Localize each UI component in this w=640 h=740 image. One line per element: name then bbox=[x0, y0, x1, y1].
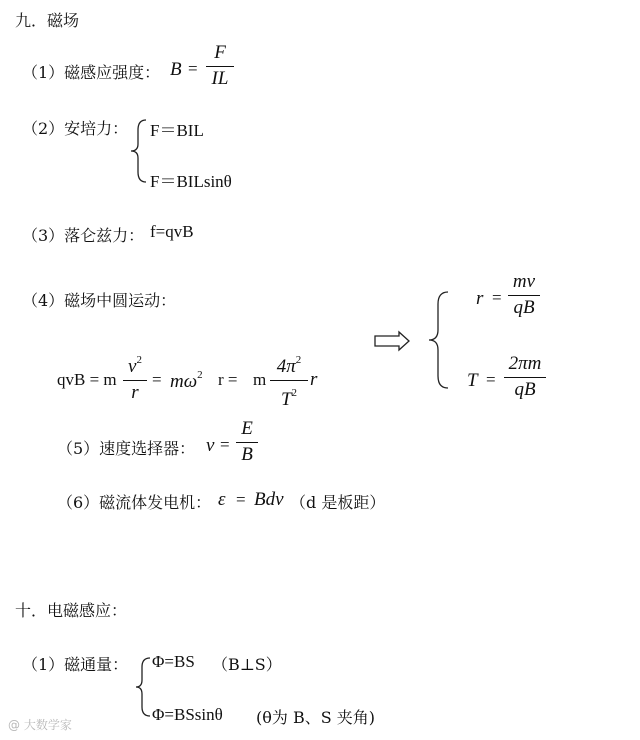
item-3-label: （3）落仑兹力： bbox=[22, 226, 145, 245]
r-denominator: r bbox=[131, 382, 139, 403]
e-numerator: E bbox=[241, 418, 253, 439]
fraction-bar bbox=[504, 377, 546, 378]
fraction-bar bbox=[123, 380, 147, 381]
plate-distance-note: （d 是板距） bbox=[290, 493, 386, 512]
r-equals: r = bbox=[218, 370, 238, 389]
equals-sign: = bbox=[492, 288, 502, 307]
radius-fraction bbox=[508, 272, 540, 318]
brace-icon bbox=[128, 118, 150, 184]
brace-icon bbox=[133, 656, 153, 718]
b-symbol: B bbox=[170, 59, 182, 80]
qb-denominator: qB bbox=[513, 297, 535, 318]
section-10-title: 十．电磁感应： bbox=[15, 601, 128, 620]
velocity-fraction bbox=[236, 419, 258, 465]
flux-note-1: （B⊥S） bbox=[212, 655, 282, 674]
t-squared: $T^2$ bbox=[280, 387, 298, 410]
b-fraction bbox=[206, 43, 234, 89]
item-6-label: （6）磁流体发电机： bbox=[57, 493, 212, 512]
lorentz-formula: f=qvB bbox=[150, 222, 194, 241]
four-pi-squared: $4\pi^2$ bbox=[276, 354, 302, 377]
equals-sign: = bbox=[220, 435, 230, 454]
emf-symbol: ε bbox=[218, 489, 226, 510]
flux-formula-2: Φ=BSsinθ bbox=[152, 705, 223, 724]
two-pi-m-numerator: 2πm bbox=[508, 353, 542, 374]
fraction-bar bbox=[206, 66, 234, 67]
section-9-title: 九．磁场 bbox=[15, 11, 80, 30]
item-2-label: （2）安培力： bbox=[22, 119, 129, 138]
item-4-label: （4）磁场中圆运动： bbox=[22, 291, 177, 310]
bdv-formula: Bdv bbox=[254, 489, 284, 510]
equals-sign: = bbox=[152, 370, 162, 389]
item-1-label: （1）磁感应强度： bbox=[22, 63, 161, 82]
qvb-lhs: qvB = m bbox=[57, 370, 117, 389]
v-squared: $v^2$ bbox=[128, 354, 142, 377]
r-factor: r bbox=[310, 369, 318, 390]
flux-label: （1）磁通量： bbox=[22, 655, 129, 674]
brace-icon bbox=[426, 290, 452, 390]
fraction-numerator: F bbox=[214, 42, 226, 63]
b-denominator: B bbox=[241, 444, 253, 465]
mv-numerator: mv bbox=[512, 271, 536, 292]
period-fraction bbox=[504, 354, 546, 400]
item-5-label: （5）速度选择器： bbox=[57, 439, 196, 458]
fraction-bar bbox=[508, 295, 540, 296]
equals-sign: = bbox=[188, 59, 198, 78]
equals-sign: = bbox=[486, 370, 496, 389]
ampere-formula-2: F＝BILsinθ bbox=[150, 172, 232, 191]
watermark: @ 大数学家 bbox=[8, 718, 72, 732]
v-symbol: v bbox=[206, 435, 215, 456]
pi-over-t-fraction bbox=[270, 350, 308, 410]
flux-formula-1: Φ=BS bbox=[152, 652, 195, 671]
flux-note-2: (θ为 B、S 夹角) bbox=[256, 708, 376, 727]
fraction-bar bbox=[236, 442, 258, 443]
m-factor: m bbox=[253, 370, 267, 389]
ampere-formula-1: F＝BIL bbox=[150, 121, 204, 140]
period-symbol: T bbox=[467, 370, 478, 391]
implies-arrow-icon bbox=[373, 330, 411, 352]
fraction-bar bbox=[270, 380, 308, 381]
radius-symbol: r bbox=[476, 288, 484, 309]
v2-over-r-fraction bbox=[123, 350, 147, 403]
m-omega-squared: $m\omega^2$ bbox=[170, 369, 203, 392]
qb-denominator: qB bbox=[514, 379, 536, 400]
fraction-denominator: IL bbox=[211, 68, 229, 89]
equals-sign: = bbox=[236, 490, 246, 509]
